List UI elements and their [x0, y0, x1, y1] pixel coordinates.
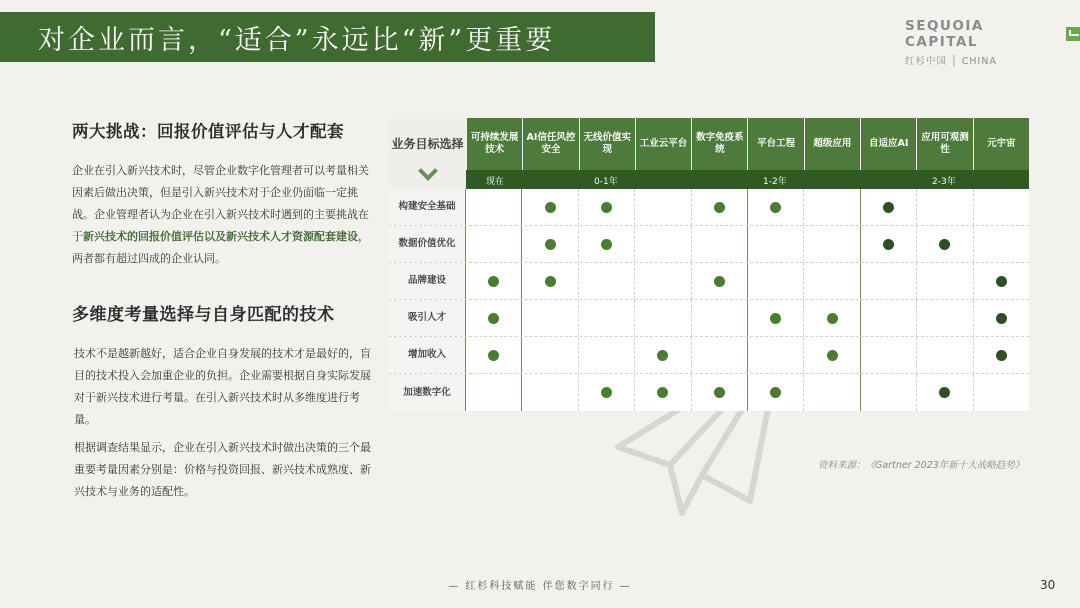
- table-cell: [803, 263, 859, 299]
- table-row: [389, 226, 1029, 263]
- col-header: AI信任风控安全: [522, 118, 578, 170]
- col-header: 无线价值实现: [579, 118, 635, 170]
- col-header: 超级应用: [804, 118, 860, 170]
- challenges-highlight: 新兴技术的回报价值评估以及新兴技术人才资源配套建设: [83, 230, 358, 243]
- table-cell: [691, 263, 747, 299]
- timeline-row: [389, 170, 1029, 189]
- table-cell: [916, 263, 972, 299]
- table-body: [389, 189, 1029, 411]
- marker-dot-icon: [939, 239, 950, 250]
- marker-dot-icon: [770, 387, 781, 398]
- table-cell: [860, 374, 916, 411]
- table-cell: [860, 263, 916, 299]
- table-cell: [691, 189, 747, 225]
- source-note: 资料来源：《Gartner 2023年新十大战略趋势》: [818, 460, 1025, 471]
- challenges-text: 企业在引入新兴技术时，尽管企业数字化管理者可以考量相关因素后做出决策，但是引入新兴技术对于企业仍面临一定挑战。企业管理者认为企业在引入新兴技术时遇到的主要挑战在于: [72, 164, 369, 243]
- table-cell: [916, 300, 972, 336]
- corner-header: 业务目标选择: [389, 118, 466, 170]
- table-cell: [578, 263, 634, 299]
- table-cell: [578, 226, 634, 262]
- col-header: 数字免疫系统: [691, 118, 747, 170]
- timeline-label-0-1: 0-1年: [594, 177, 618, 187]
- marker-dot-icon: [883, 202, 894, 213]
- table-cell: [578, 300, 634, 336]
- table-cell: [860, 300, 916, 336]
- col-header: 可持续发展技术: [466, 118, 522, 170]
- table-cell: [973, 226, 1029, 262]
- row-label: 增加收入: [389, 337, 466, 373]
- table-row: [389, 189, 1029, 226]
- footer-slogan: — 红杉科技赋能 伴您数字同行 —: [448, 581, 632, 592]
- table-cell: [521, 374, 577, 411]
- table-row: [389, 374, 1029, 411]
- table-cell: [916, 337, 972, 373]
- table-cell: [973, 263, 1029, 299]
- table-cell: [466, 263, 521, 299]
- col-header: 工业云平台: [635, 118, 691, 170]
- marker-dot-icon: [545, 239, 556, 250]
- table-cell: [747, 300, 803, 336]
- table-cell: [466, 189, 521, 225]
- row-label: 构建安全基础: [389, 189, 466, 225]
- table-cell: [747, 263, 803, 299]
- page-number: 30: [1040, 578, 1056, 592]
- col-header: 自适应AI: [860, 118, 916, 170]
- section-heading-challenges: 两大挑战：回报价值评估与人才配套: [72, 122, 344, 141]
- row-label: 数据价值优化: [389, 226, 466, 262]
- brand-name-text: SEQUOIA CAPITAL: [905, 18, 984, 50]
- multidimensional-paragraph-1: 技术不是越新越好，适合企业自身发展的技术才是最好的，盲目的技术投入会加重企业的负担。企业需要根据自身实际发展对于新兴技术进行考量。在引入新兴技术时从多维度进行考量。: [74, 347, 371, 426]
- table-cell: [578, 374, 634, 411]
- table-cell: [803, 226, 859, 262]
- table-cell: [634, 189, 690, 225]
- marker-dot-icon: [996, 313, 1007, 324]
- challenges-text-end: ，两者都有超过四成的企业认同。: [72, 230, 369, 265]
- table-cell: [860, 226, 916, 262]
- table-cell: [521, 337, 577, 373]
- left-text-column: [72, 118, 372, 503]
- table-row: [389, 337, 1029, 374]
- marker-dot-icon: [601, 239, 612, 250]
- table-cell: [634, 300, 690, 336]
- table-cell: [803, 300, 859, 336]
- brand-logo-block: [905, 18, 1080, 67]
- tech-matrix-table: [389, 118, 1029, 411]
- table-cell: [803, 189, 859, 225]
- table-cell: [973, 300, 1029, 336]
- table-cell: [691, 226, 747, 262]
- marker-dot-icon: [770, 313, 781, 324]
- table-row: [389, 300, 1029, 337]
- marker-dot-icon: [714, 202, 725, 213]
- table-cell: [803, 374, 859, 411]
- table-cell: [916, 189, 972, 225]
- section-heading-multidimensional: 多维度考量选择与自身匹配的技术: [72, 305, 335, 325]
- table-cell: [747, 374, 803, 411]
- col-header: 应用可观测性: [916, 118, 972, 170]
- marker-dot-icon: [883, 239, 894, 250]
- marker-dot-icon: [545, 202, 556, 213]
- table-cell: [747, 189, 803, 225]
- marker-dot-icon: [488, 313, 499, 324]
- table-cell: [634, 226, 690, 262]
- marker-dot-icon: [939, 387, 950, 398]
- marker-dot-icon: [545, 276, 556, 287]
- timeline-label-2-3: 2-3年: [932, 177, 956, 187]
- title-bar: [0, 12, 655, 62]
- table-cell: [466, 374, 521, 411]
- table-cell: [973, 337, 1029, 373]
- timeline-label-now: 现在: [486, 177, 505, 187]
- table-cell: [634, 263, 690, 299]
- table-cell: [691, 300, 747, 336]
- table-cell: [916, 226, 972, 262]
- marker-dot-icon: [714, 387, 725, 398]
- marker-dot-icon: [996, 276, 1007, 287]
- table-cell: [973, 189, 1029, 225]
- page-title: 对企业而言，“适合”永远比“新”更重要: [38, 24, 556, 56]
- table-cell: [521, 226, 577, 262]
- table-cell: [466, 300, 521, 336]
- table-cell: [466, 337, 521, 373]
- table-header-row: [389, 118, 1029, 170]
- marker-dot-icon: [657, 350, 668, 361]
- table-cell: [634, 337, 690, 373]
- table-cell: [578, 189, 634, 225]
- timeline-label-1-2: 1-2年: [763, 177, 787, 187]
- col-header: 元宇宙: [973, 118, 1029, 170]
- table-cell: [691, 374, 747, 411]
- table-cell: [521, 189, 577, 225]
- table-cell: [634, 374, 690, 411]
- marker-dot-icon: [488, 350, 499, 361]
- table-cell: [521, 263, 577, 299]
- multidimensional-paragraph-2: 根据调查结果显示，企业在引入新兴技术时做出决策的三个最重要考量因素分别是：价格与投资回报、新兴技术成熟度、新兴技术与业务的适配性。: [74, 441, 371, 498]
- timeline-bar: [466, 170, 1029, 189]
- row-label: 加速数字化: [389, 374, 466, 411]
- table-cell: [860, 189, 916, 225]
- challenges-paragraph: [72, 160, 372, 270]
- marker-dot-icon: [770, 202, 781, 213]
- col-header: 平台工程: [747, 118, 803, 170]
- marker-dot-icon: [601, 387, 612, 398]
- marker-dot-icon: [827, 350, 838, 361]
- marker-dot-icon: [657, 387, 668, 398]
- row-label: 品牌建设: [389, 263, 466, 299]
- brand-sub: 红杉中国 │ CHINA: [905, 56, 997, 67]
- table-cell: [691, 337, 747, 373]
- marker-dot-icon: [488, 276, 499, 287]
- table-cell: [521, 300, 577, 336]
- table-cell: [747, 337, 803, 373]
- marker-dot-icon: [996, 350, 1007, 361]
- marker-dot-icon: [601, 202, 612, 213]
- marker-dot-icon: [827, 313, 838, 324]
- marker-dot-icon: [714, 276, 725, 287]
- table-cell: [860, 337, 916, 373]
- row-label: 吸引人才: [389, 300, 466, 336]
- table-cell: [916, 374, 972, 411]
- brand-name: [905, 18, 1080, 50]
- table-cell: [747, 226, 803, 262]
- table-cell: [466, 226, 521, 262]
- table-cell: [578, 337, 634, 373]
- table-row: [389, 263, 1029, 300]
- sequoia-logo-icon: [1066, 27, 1080, 41]
- table-cell: [973, 374, 1029, 411]
- table-cell: [803, 337, 859, 373]
- timeline-corner: [389, 170, 466, 189]
